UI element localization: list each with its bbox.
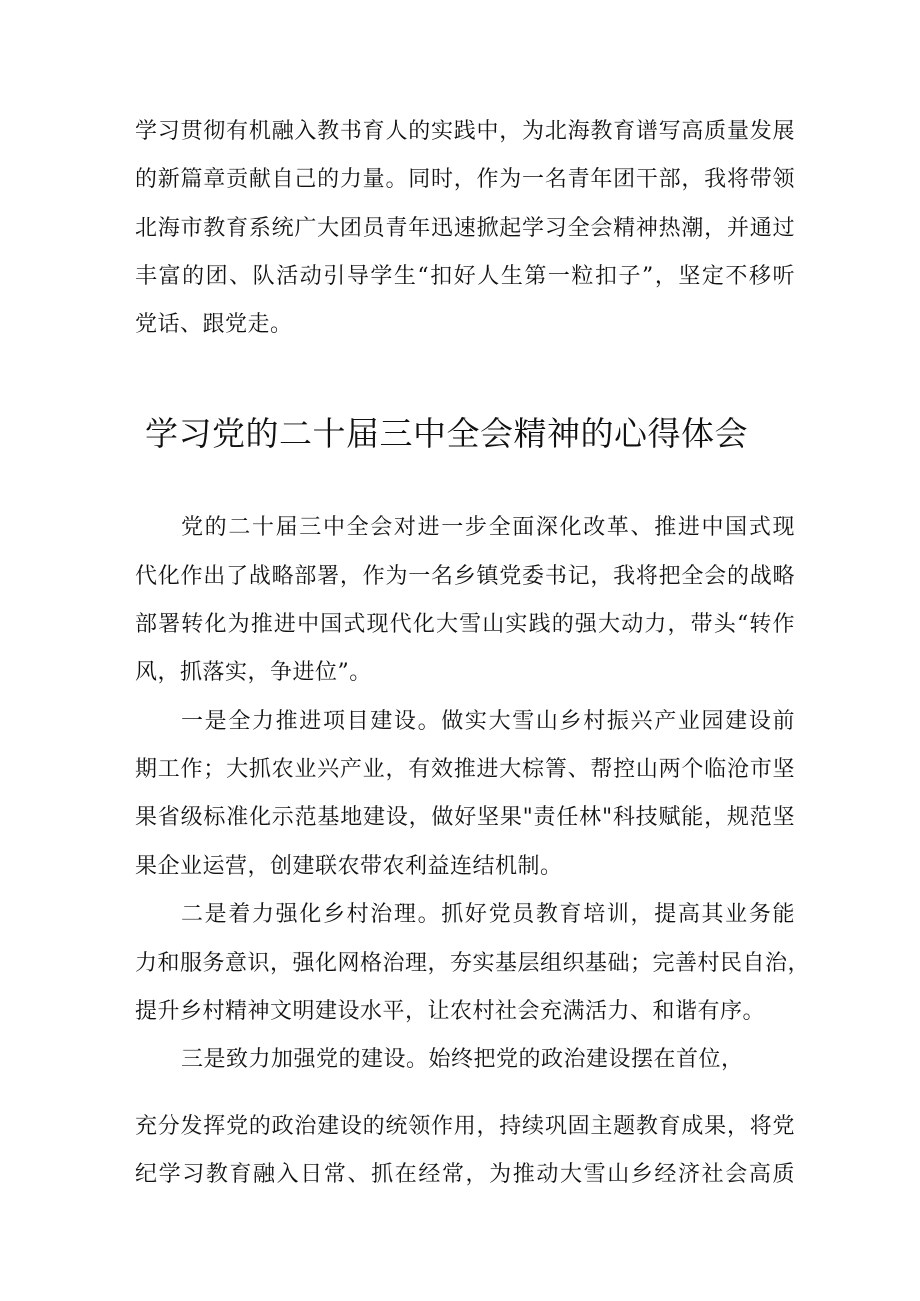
paragraph-2-line-2: 期工作；大抓农业兴产业，有效推进大棕箐、帮控山两个临沧市坚 <box>135 757 795 782</box>
continuation-line-5: 党话、跟党走。 <box>135 312 293 337</box>
paragraph-4-line-2: 充分发挥党的政治建设的统领作用，持续巩固主题教育成果，将党 <box>135 1114 795 1139</box>
paragraph-2-line-1: 一是全力推进项目建设。做实大雪山乡村振兴产业园建设前 <box>181 709 795 734</box>
paragraph-2-line-4: 果企业运营，创建联农带农利益连结机制。 <box>135 854 563 879</box>
paragraph-1-line-4: 风，抓落实，争进位”。 <box>135 660 372 685</box>
document-title: 学习党的二十届三中全会精神的心得体会 <box>145 414 748 453</box>
paragraph-1-line-1: 党的二十届三中全会对进一步全面深化改革、推进中国式现 <box>181 515 795 540</box>
paragraph-4-line-1: 三是致力加强党的建设。始终把党的政治建设摆在首位， <box>181 1047 744 1072</box>
continuation-line-4: 丰富的团、队活动引导学生“扣好人生第一粒扣子”，坚定不移听 <box>135 264 795 289</box>
continuation-line-2: 的新篇章贡献自己的力量。同时，作为一名青年团干部，我将带领 <box>135 167 795 192</box>
paragraph-1-line-2: 代化作出了战略部署，作为一名乡镇党委书记，我将把全会的战略 <box>135 564 795 589</box>
paragraph-3-line-3: 提升乡村精神文明建设水平，让农村社会充满活力、和谐有序。 <box>135 999 766 1024</box>
continuation-line-3: 北海市教育系统广大团员青年迅速掀起学习全会精神热潮，并通过 <box>135 216 795 241</box>
paragraph-3-line-1: 二是着力强化乡村治理。抓好党员教育培训，提高其业务能 <box>181 902 795 927</box>
paragraph-4-line-3: 纪学习教育融入日常、抓在经常，为推动大雪山乡经济社会高质 <box>135 1162 795 1187</box>
paragraph-1-line-3: 部署转化为推进中国式现代化大雪山实践的强大动力，带头“转作 <box>135 612 795 637</box>
continuation-line-1: 学习贯彻有机融入教书育人的实践中，为北海教育谱写高质量发展 <box>135 119 795 144</box>
paragraph-2-line-3: 果省级标准化示范基地建设，做好坚果"责任林"科技赋能，规范坚 <box>135 805 795 830</box>
paragraph-3-line-2: 力和服务意识，强化网格治理，夯实基层组织基础；完善村民自治， <box>135 951 811 976</box>
